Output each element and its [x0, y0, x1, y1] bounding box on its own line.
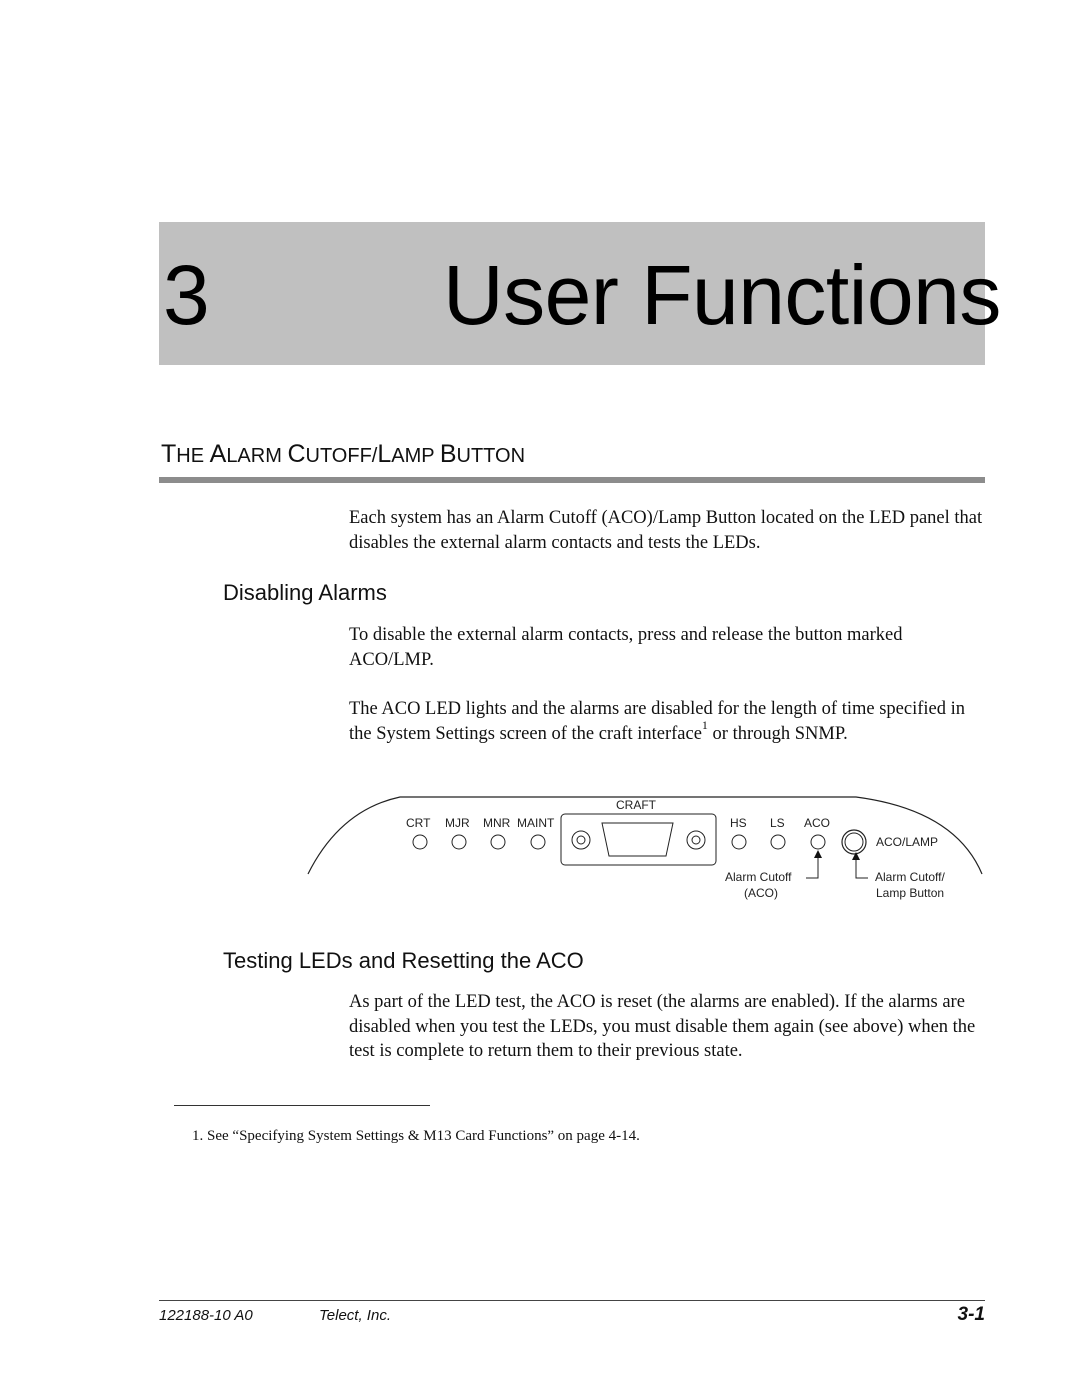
disabling-paragraph-2-text: The ACO LED lights and the alarms are disabled for the length of time specified in the System Settings screen of the craft interface [349, 699, 965, 744]
callout-aco-arrow [806, 856, 818, 878]
section-heading-part: UTTON [456, 445, 526, 467]
testing-paragraph: As part of the LED test, the ACO is reset (the alarms are enabled). If the alarms are disabled when you test the LEDs, you must disable them again (see above) when the test is complete to return them to their previous state. [349, 992, 976, 1061]
section-heading-part: UTOFF/ [305, 445, 378, 467]
led-label-aco: ACO [804, 816, 831, 830]
led-aco [811, 835, 825, 849]
led-label-crt: CRT [406, 816, 431, 830]
disabling-paragraph-2 [349, 697, 989, 746]
arrow-head [814, 850, 822, 858]
led-label-mjr: MJR [445, 816, 470, 830]
section-heading [161, 440, 525, 469]
footer-doc-number: 122188-10 A0 [159, 1307, 253, 1324]
section-rule [159, 477, 985, 483]
footer-rule [159, 1300, 985, 1301]
led-hs [732, 835, 746, 849]
chapter-number: 3 [163, 248, 210, 342]
callout-lamp-line1: Alarm Cutoff/ [875, 870, 945, 884]
section-heading-part: HE [176, 445, 210, 467]
craft-label: CRAFT [616, 798, 656, 812]
craft-connector-port [602, 823, 673, 856]
section-heading-part: LARM [226, 445, 288, 467]
section-heading-part: B [439, 440, 457, 468]
led-crt [413, 835, 427, 849]
footer-page-number: 3-1 [957, 1304, 985, 1325]
section-heading-part: L [377, 440, 392, 468]
footer-company: Telect, Inc. [319, 1307, 391, 1324]
disabling-alarms-heading: Disabling Alarms [223, 580, 387, 605]
aco-lamp-label: ACO/LAMP [876, 835, 939, 849]
footnote-rule [174, 1105, 430, 1106]
callout-lamp-line2: Lamp Button [876, 886, 945, 900]
section-heading-part: AMP [391, 445, 440, 467]
testing-leds-heading: Testing LEDs and Resetting the ACO [223, 948, 584, 973]
led-ls [771, 835, 785, 849]
led-mjr [452, 835, 466, 849]
led-label-ls: LS [770, 816, 785, 830]
section-heading-part: C [287, 440, 306, 468]
chapter-title: User Functions [443, 248, 1001, 342]
led-label-mnr: MNR [483, 816, 511, 830]
led-panel-diagram [300, 790, 990, 910]
section-heading-part: A [209, 440, 227, 468]
led-label-hs: HS [730, 816, 747, 830]
disabling-paragraph-1: To disable the external alarm contacts, press and release the button marked ACO/LMP. [349, 625, 903, 670]
footnote: 1. See “Specifying System Settings & M13 Card Functions” on page 4-14. [192, 1128, 640, 1144]
callout-lamp-arrow [856, 858, 868, 878]
led-maint [531, 835, 545, 849]
led-label-maint: MAINT [517, 816, 555, 830]
led-mnr [491, 835, 505, 849]
callout-aco-line1: Alarm Cutoff [725, 870, 792, 884]
disabling-paragraph-2-tail: or through SNMP. [707, 723, 848, 744]
section-heading-part: T [161, 440, 177, 468]
callout-aco-line2: (ACO) [744, 886, 778, 900]
footnote-reference[interactable]: 1 [701, 718, 708, 733]
intro-paragraph: Each system has an Alarm Cutoff (ACO)/Lamp Button located on the LED panel that disables the external alarm contacts and tests the LEDs. [349, 508, 983, 553]
